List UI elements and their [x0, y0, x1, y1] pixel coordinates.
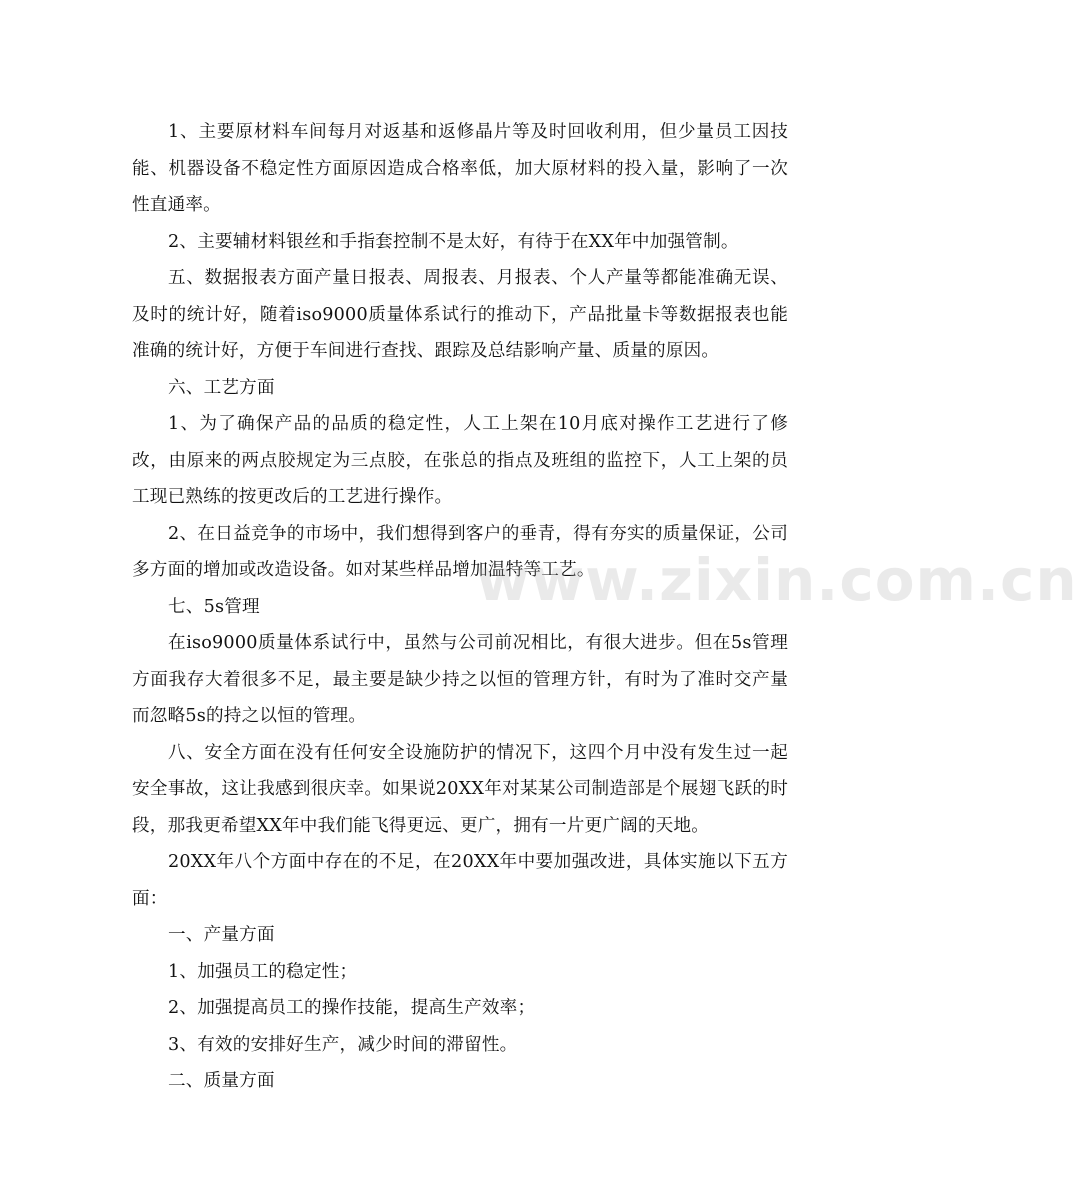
list-item-staff-stability: 1、加强员工的稳定性； [168, 961, 358, 982]
section-heading-5s: 七、5s管理 [168, 596, 260, 617]
list-item-skills: 2、加强提高员工的操作技能，提高生产效率； [168, 998, 536, 1018]
paragraph-auxiliary-materials: 2、主要辅材料银丝和手指套控制不是太好，有待于在XX年中加强管制。 [168, 231, 739, 252]
document-body [132, 114, 788, 1100]
paragraph-raw-material-recycling: 1、主要原材料车间每月对返基和返修晶片等及时回收利用，但少量员工因技能、机器设备不稳定性方面原因造成合格率低，加大原材料的投入量，影响了一次性直通率。 [132, 122, 788, 215]
paragraph-5s-management: 在iso9000质量体系试行中，虽然与公司前况相比，有很大进步。但在5s管理方面我存大着很多不足，最主要是缺少持之以恒的管理方针，有时为了准时交产量而忽略5s的持之以恒的管理。 [132, 633, 788, 726]
section-heading-quality: 二、质量方面 [168, 1071, 275, 1091]
section-heading-process: 六、工艺方面 [168, 377, 275, 398]
list-item-scheduling: 3、有效的安排好生产，减少时间的滞留性。 [168, 1034, 518, 1055]
watermark: www.zixin.com.cn [476, 546, 1078, 614]
paragraph-data-reports: 五、数据报表方面产量日报表、周报表、月报表、个人产量等都能准确无误、及时的统计好，随着iso9000质量体系试行的推动下，产品批量卡等数据报表也能准确的统计好，方便于车间进行查找、跟踪及总结影响产量、质量的原因。 [132, 268, 788, 361]
paragraph-equipment: 2、在日益竞争的市场中，我们想得到客户的垂青，得有夯实的质量保证，公司多方面的增加或改造设备。如对某些样品增加温特等工艺。 [132, 523, 788, 580]
paragraph-process-change: 1、为了确保产品的品质的稳定性，人工上架在10月底对操作工艺进行了修改，由原来的两点胶规定为三点胶，在张总的指点及班组的监控下，人工上架的员工现已熟练的按更改后的工艺进行操作。 [132, 414, 788, 507]
section-heading-output: 一、产量方面 [168, 925, 275, 945]
paragraph-improvement-plan: 20XX年八个方面中存在的不足，在20XX年中要加强改进，具体实施以下五方面： [132, 852, 788, 909]
paragraph-safety: 八、安全方面在没有任何安全设施防护的情况下，这四个月中没有发生过一起安全事故，这让我感到很庆幸。如果说20XX年对某某公司制造部是个展翅飞跃的时段，那我更希望XX年中我们能飞得更远、更广，拥有一片更广阔的天地。 [132, 742, 788, 836]
